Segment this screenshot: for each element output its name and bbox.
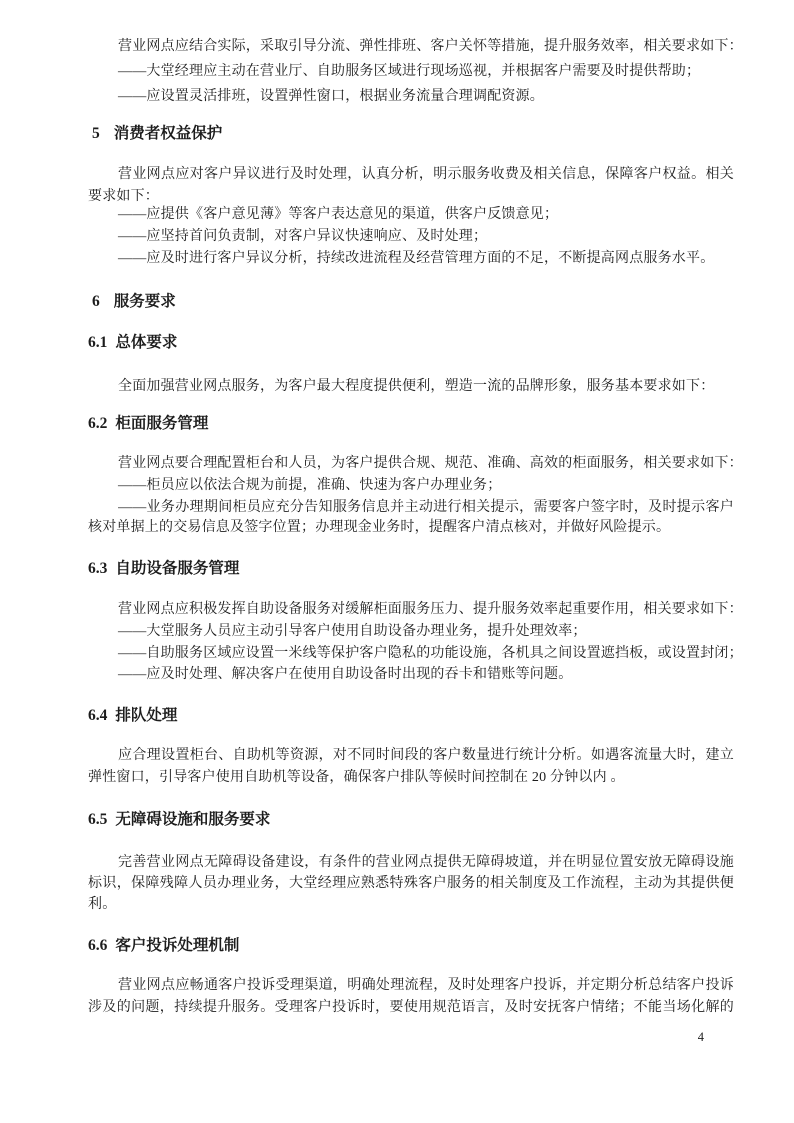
paragraph-line: 利。 bbox=[88, 897, 117, 912]
list-item-line: ——应坚持首问负责制，对客户异议快速响应、及时处理； bbox=[118, 229, 488, 244]
paragraph-line: 营业网点应积极发挥自助设备服务对缓解柜面服务压力、提升服务效率起重要作用，相关要求如下： bbox=[118, 602, 743, 617]
paragraph-line: 营业网点应对客户异议进行及时处理，认真分析，明示服务收费及相关信息，保障客户权益。相关 bbox=[118, 167, 734, 182]
paragraph-line: 核对单据上的交易信息及签字位置；办理现金业务时，提醒客户清点核对，并做好风险提示。 bbox=[88, 520, 671, 535]
section-number: 5 bbox=[92, 125, 100, 142]
section-number: 6.6 bbox=[88, 937, 108, 954]
section-title: 无障碍设施和服务要求 bbox=[115, 811, 271, 828]
paragraph-line: 营业网点要合理配置柜台和人员，为客户提供合规、规范、准确、高效的柜面服务，相关要求如下： bbox=[118, 456, 743, 471]
list-item-line: ——应及时处理、解决客户在使用自助设备时出现的吞卡和错账等问题。 bbox=[118, 667, 573, 682]
paragraph-line: 营业网点应结合实际，采取引导分流、弹性排班、客户关怀等措施，提升服务效率，相关要求如下： bbox=[118, 39, 743, 54]
section-number: 6.4 bbox=[88, 707, 108, 724]
section-title: 消费者权益保护 bbox=[113, 125, 223, 142]
list-item-line: ——大堂服务人员应主动引导客户使用自助设备办理业务，提升处理效率； bbox=[118, 624, 587, 639]
paragraph-line: 标识，保障残障人员办理业务，大堂经理应熟悉特殊客户服务的相关制度及工作流程，主动为其提供便 bbox=[88, 876, 734, 891]
section-heading-6-3 bbox=[88, 558, 734, 580]
section-number: 6.2 bbox=[88, 415, 108, 432]
section-heading-6 bbox=[92, 291, 734, 313]
paragraph-line: 弹性窗口，引导客户使用自助机等设备，确保客户排队等候时间控制在 20 分钟以内 。 bbox=[88, 770, 625, 785]
section-heading-5 bbox=[92, 123, 734, 145]
paragraph-line: 要求如下： bbox=[88, 189, 159, 204]
paragraph-line: 完善营业网点无障碍设备建设，有条件的营业网点提供无障碍坡道，并在明显位置安放无障碍设施 bbox=[118, 855, 734, 870]
section-number: 6.1 bbox=[88, 334, 108, 351]
paragraph-line: 应合理设置柜台、自助机等资源，对不同时间段的客户数量进行统计分析。如遇客流量大时，建立 bbox=[118, 748, 734, 763]
section-title: 客户投诉处理机制 bbox=[115, 937, 240, 954]
section-heading-6-4 bbox=[88, 705, 734, 727]
section-title: 总体要求 bbox=[115, 334, 178, 351]
section-heading-6-1 bbox=[88, 332, 734, 354]
list-item-line: ——自助服务区域应设置一米线等保护客户隐私的功能设施，各机具之间设置遮挡板，或设置封闭； bbox=[118, 646, 743, 661]
list-item-line: ——应及时进行客户异议分析，持续改进流程及经营管理方面的不足，不断提高网点服务水平。 bbox=[118, 251, 715, 266]
section-title: 柜面服务管理 bbox=[115, 415, 209, 432]
section-heading-6-2 bbox=[88, 413, 734, 435]
paragraph-line: 全面加强营业网点服务，为客户最大程度提供便利，塑造一流的品牌形象，服务基本要求如下： bbox=[118, 379, 715, 394]
list-item-line: ——大堂经理应主动在营业厅、自助服务区域进行现场巡视，并根据客户需要及时提供帮助； bbox=[118, 64, 701, 79]
section-number: 6 bbox=[92, 293, 100, 310]
section-title: 排队处理 bbox=[115, 707, 178, 724]
page-number: 4 bbox=[697, 1030, 704, 1044]
section-title: 服务要求 bbox=[113, 293, 176, 310]
list-item-line: ——应设置灵活排班，设置弹性窗口，根据业务流量合理调配资源。 bbox=[118, 89, 544, 104]
list-item-line: ——柜员应以依法合规为前提，准确、快速为客户办理业务； bbox=[118, 478, 502, 493]
paragraph-line: 涉及的问题，持续提升服务。受理客户投诉时，要使用规范语言，及时安抚客户情绪；不能当场化解的 bbox=[88, 1000, 734, 1015]
section-number: 6.5 bbox=[88, 811, 108, 828]
section-heading-6-5 bbox=[88, 809, 734, 831]
list-item-line: ——应提供《客户意见薄》等客户表达意见的渠道，供客户反馈意见； bbox=[118, 207, 559, 222]
section-number: 6.3 bbox=[88, 560, 108, 577]
paragraph-line: 营业网点应畅通客户投诉受理渠道，明确处理流程，及时处理客户投诉，并定期分析总结客户投诉 bbox=[118, 978, 734, 993]
list-item-line: ——业务办理期间柜员应充分告知服务信息并主动进行相关提示，需要客户签字时，及时提示客户 bbox=[118, 500, 734, 515]
section-title: 自助设备服务管理 bbox=[115, 560, 240, 577]
section-heading-6-6 bbox=[88, 935, 734, 957]
